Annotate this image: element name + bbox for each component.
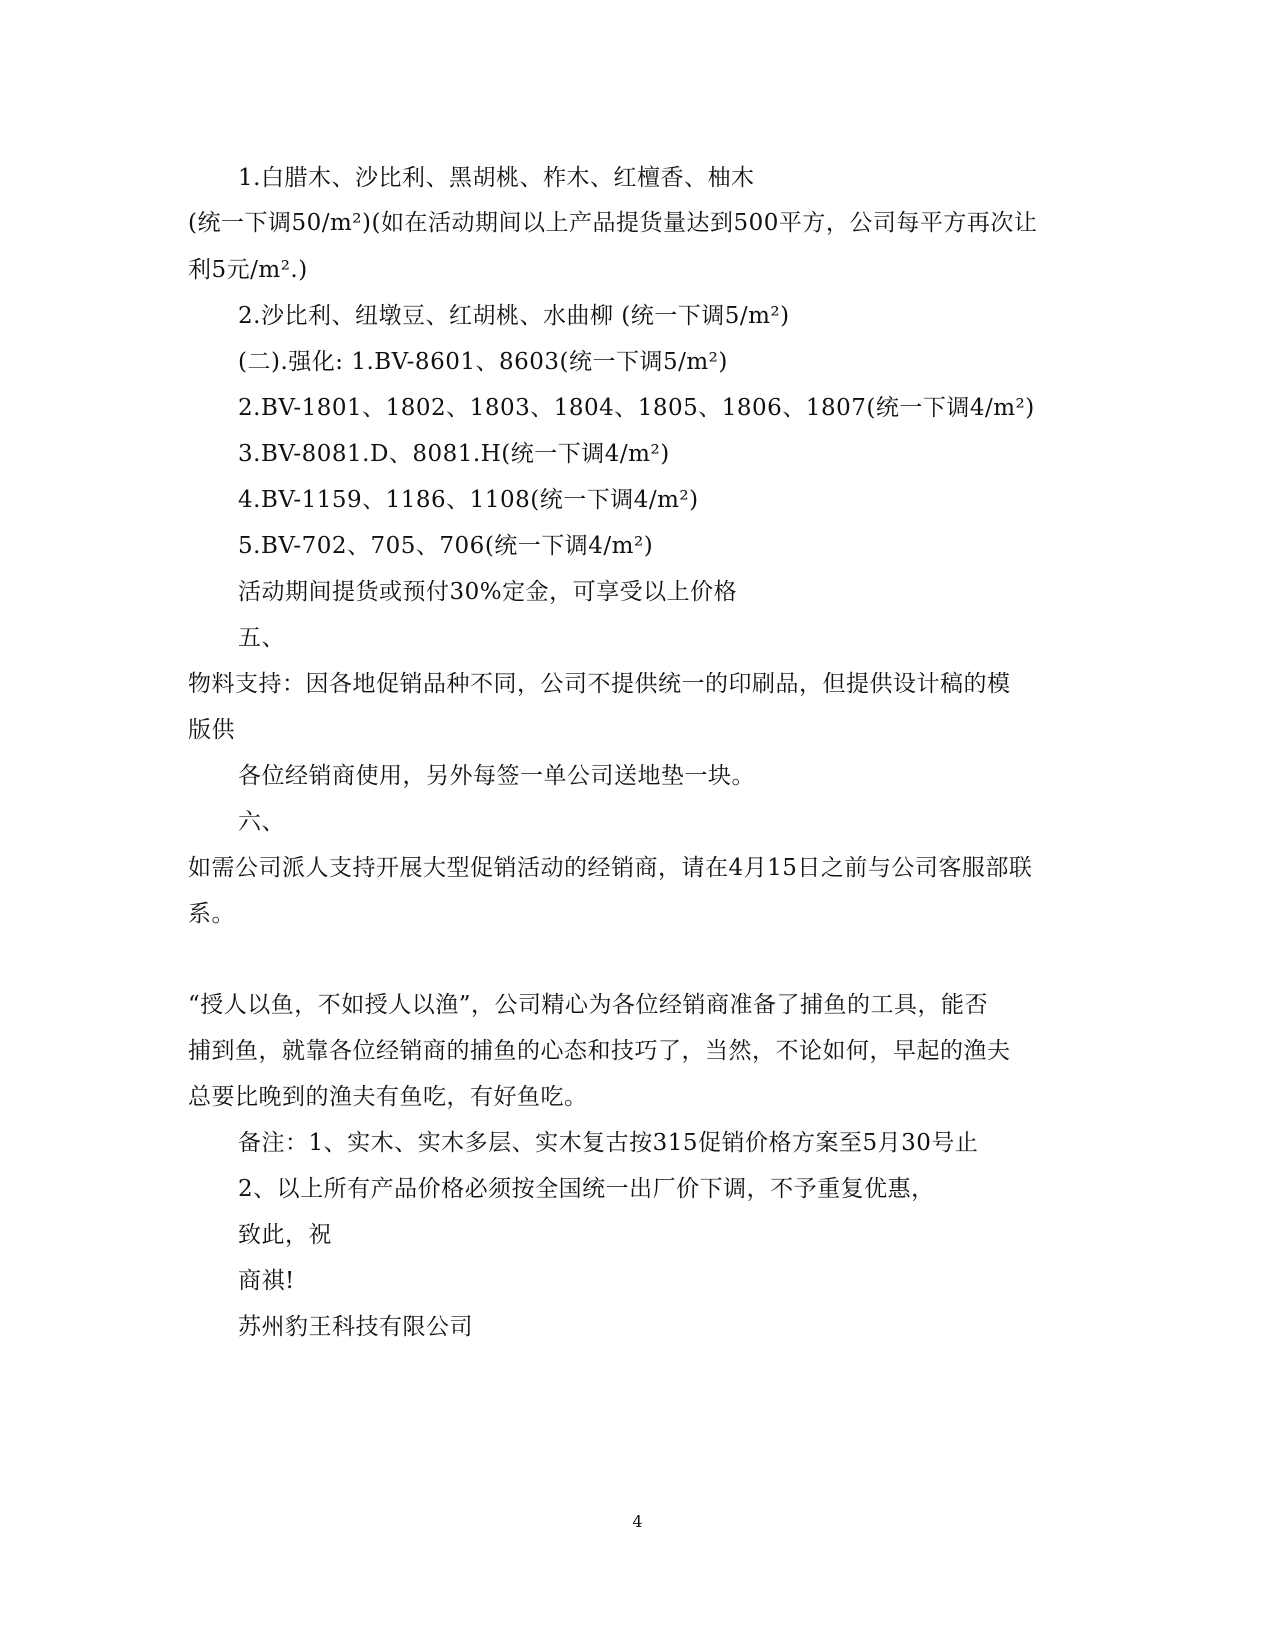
text-line: 4.BV-1159、1186、1108(统一下调4/m²) <box>238 487 699 513</box>
text-line: (二).强化: 1.BV-8601、8603(统一下调5/m²) <box>238 349 728 375</box>
signature-company: 苏州豹王科技有限公司 <box>238 1314 473 1340</box>
text-line: 5.BV-702、705、706(统一下调4/m²) <box>238 533 654 559</box>
closing-line: 致此，祝 <box>238 1222 332 1248</box>
text-line: 2.沙比利、纽墩豆、红胡桃、水曲柳 (统一下调5/m²) <box>238 303 790 329</box>
note-line: 备注：1、实木、实木多层、实木复古按315促销价格方案至5月30号止 <box>238 1130 979 1156</box>
text-line: 3.BV-8081.D、8081.H(统一下调4/m²) <box>238 441 670 467</box>
section-heading: 六、 <box>238 809 285 835</box>
section-heading: 五、 <box>238 625 285 651</box>
text-line: 活动期间提货或预付30%定金，可享受以上价格 <box>238 579 738 605</box>
text-line: 2.BV-1801、1802、1803、1804、1805、1806、1807(统一下调4/m²) <box>238 395 1035 421</box>
text-line: 如需公司派人支持开展大型促销活动的经销商，请在4月15日之前与公司客服部联 <box>188 855 1033 881</box>
text-line: 版供 <box>188 717 235 743</box>
page-number: 4 <box>632 1512 643 1531</box>
text-line: 总要比晚到的渔夫有鱼吃，有好鱼吃。 <box>188 1084 588 1110</box>
text-line: (统一下调50/m²)(如在活动期间以上产品提货量达到500平方，公司每平方再次让 <box>188 210 1038 236</box>
text-line: 物料支持：因各地促销品种不同，公司不提供统一的印刷品，但提供设计稿的模 <box>188 671 1011 697</box>
text-line: 捕到鱼，就靠各位经销商的捕鱼的心态和技巧了，当然，不论如何，早起的渔夫 <box>188 1038 1011 1064</box>
closing-line: 商祺! <box>238 1268 295 1294</box>
text-line: 各位经销商使用，另外每签一单公司送地垫一块。 <box>238 763 755 789</box>
text-line: 利5元/m².) <box>188 257 308 283</box>
note-line: 2、以上所有产品价格必须按全国统一出厂价下调，不予重复优惠， <box>238 1176 935 1202</box>
text-line: 系。 <box>188 901 235 927</box>
text-line: 1.白腊木、沙比利、黑胡桃、柞木、红檀香、柚木 <box>238 165 755 191</box>
text-line: “授人以鱼，不如授人以渔”，公司精心为各位经销商准备了捕鱼的工具，能否 <box>188 992 989 1018</box>
